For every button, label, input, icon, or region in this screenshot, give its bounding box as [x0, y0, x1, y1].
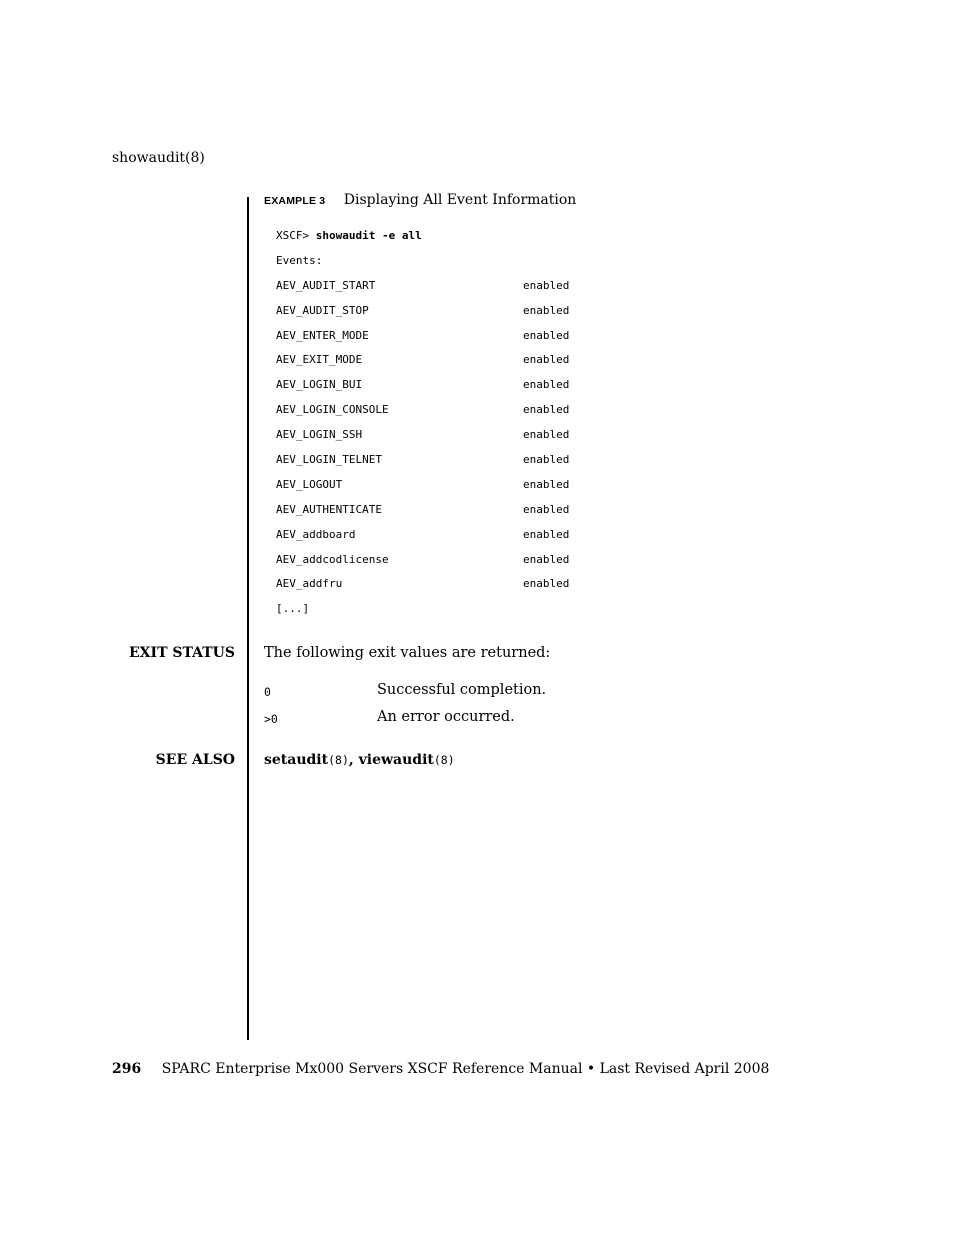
- exit-status-heading: EXIT STATUS: [129, 645, 235, 661]
- event-status: enabled: [523, 378, 570, 392]
- event-row: [276, 326, 570, 351]
- event-row: [276, 400, 570, 425]
- exit-description: An error occurred.: [377, 709, 515, 725]
- command-line: [276, 226, 422, 251]
- example-heading: [264, 192, 576, 208]
- command: showaudit -e all: [315, 229, 422, 242]
- event-status: enabled: [523, 278, 570, 292]
- footer-text: SPARC Enterprise Mx000 Servers XSCF Reference Manual • Last Revised April 2008: [161, 1061, 770, 1077]
- event-row: [276, 350, 570, 375]
- code-block: [276, 226, 570, 624]
- page-footer: [112, 1061, 769, 1077]
- event-name: AEV_ENTER_MODE: [276, 328, 369, 342]
- event-name: AEV_AUTHENTICATE: [276, 502, 382, 516]
- event-status: enabled: [523, 453, 570, 467]
- see-also-separator: ,: [348, 752, 359, 768]
- see-also-link-viewaudit[interactable]: viewaudit: [358, 752, 434, 768]
- see-also-section: (8): [328, 753, 349, 767]
- ellipsis-line: [...]: [276, 602, 310, 616]
- event-row: [276, 450, 570, 475]
- event-row: [276, 276, 570, 301]
- event-row: [276, 500, 570, 525]
- event-row: [276, 525, 570, 550]
- see-also-heading: SEE ALSO: [155, 752, 235, 768]
- see-also-refs: [264, 752, 455, 768]
- event-row: [276, 425, 570, 450]
- margin-rule: [247, 197, 249, 1040]
- see-also-section: (8): [433, 753, 455, 767]
- event-status: enabled: [523, 502, 570, 516]
- event-name: AEV_addfru: [276, 577, 343, 591]
- event-status: enabled: [523, 527, 570, 541]
- event-name: AEV_LOGIN_BUI: [276, 378, 363, 392]
- exit-code: 0: [264, 685, 271, 699]
- event-status: enabled: [523, 577, 570, 591]
- example-title: Displaying All Event Information: [343, 192, 577, 208]
- event-row: [276, 301, 570, 326]
- event-row: [276, 574, 570, 599]
- exit-description: Successful completion.: [377, 682, 547, 698]
- event-status: enabled: [523, 428, 570, 442]
- event-status: enabled: [523, 328, 570, 342]
- event-status: enabled: [523, 552, 570, 566]
- event-status: enabled: [523, 303, 570, 317]
- event-row: [276, 475, 570, 500]
- exit-code: >0: [264, 712, 278, 726]
- event-name: AEV_AUDIT_START: [276, 278, 376, 292]
- event-status: enabled: [523, 477, 570, 491]
- event-status: enabled: [523, 403, 570, 417]
- event-name: AEV_LOGIN_TELNET: [276, 453, 382, 467]
- event-name: AEV_addboard: [276, 527, 356, 541]
- event-name: AEV_EXIT_MODE: [276, 353, 363, 367]
- event-row: [276, 550, 570, 575]
- event-status: enabled: [523, 353, 570, 367]
- running-header: showaudit(8): [112, 150, 205, 166]
- exit-value-row: [264, 709, 664, 731]
- event-row: [276, 375, 570, 400]
- event-name: AEV_AUDIT_STOP: [276, 303, 369, 317]
- page-number: 296: [112, 1061, 142, 1077]
- event-name: AEV_LOGIN_SSH: [276, 428, 363, 442]
- event-name: AEV_LOGOUT: [276, 477, 343, 491]
- exit-value-row: [264, 682, 664, 704]
- events-list: [276, 276, 570, 600]
- event-name: AEV_addcodlicense: [276, 552, 389, 566]
- prompt: XSCF>: [276, 229, 310, 242]
- events-heading: Events:: [276, 253, 323, 267]
- see-also-link-setaudit[interactable]: setaudit: [264, 752, 329, 768]
- exit-status-intro: The following exit values are returned:: [264, 645, 551, 661]
- event-name: AEV_LOGIN_CONSOLE: [276, 403, 389, 417]
- example-label: EXAMPLE 3: [264, 195, 326, 207]
